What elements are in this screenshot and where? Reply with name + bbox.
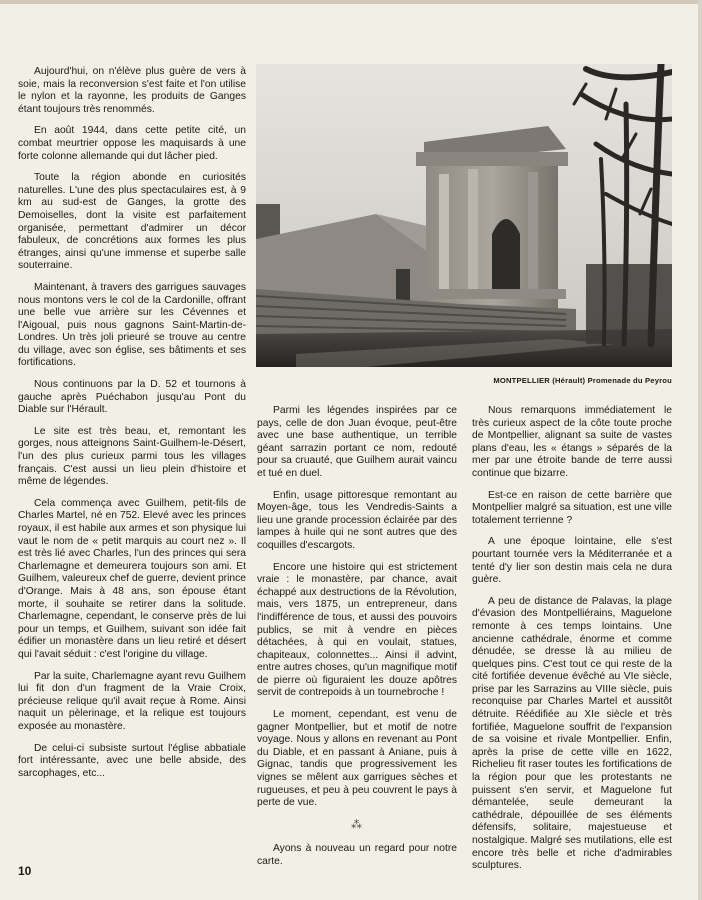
paragraph: Cela commença avec Guilhem, petit-fils de Charles Martel, né en 752. Elevé avec les princes royaux, il est habile aux armes et son physique lui vaut le nom de « petit marquis au court nez ». Il est très lié avec Charles, l'un des princes qui sera Charlemagne et demeurera toujours son ami. Et Guilhem, valeureux chef de guerre, devient prince d'Orange. Mais à 48 ans, son épouse étant morte, il souhaite se retirer dans la solitude. Charlemagne, cependant, le conserve près de lui pour un temps, et Guilhem, suivant son idée fait édifier un monastère dans un lieu retiré et désert qui l'avait séduit : c'est l'origine du village. <box>18 497 246 660</box>
photo-caption: MONTPELLIER (Hérault) Promenade du Peyrou <box>493 376 672 385</box>
text-column-middle <box>257 405 457 878</box>
page-edge-right <box>698 0 702 900</box>
text-column-left <box>18 66 246 789</box>
monument-photo-drawing <box>256 64 672 367</box>
monument-photo <box>256 64 672 367</box>
page-edge-top <box>0 0 702 4</box>
paragraph: Nous continuons par la D. 52 et tournons à gauche après Puéchabon jusqu'au Pont du Diable sur l'Hérault. <box>18 379 246 416</box>
paragraph: Nous remarquons immédiatement le très curieux aspect de la côte toute proche de Montpellier, alignant sa suite de vastes plans d'eau, les « étangs » séparés de la mer par une étroite bande de terre aussi continue que bizarre. <box>472 405 672 479</box>
paragraph: Toute la région abonde en curiosités naturelles. L'une des plus spectaculaires est, à 9 km au sud-est de Ganges, la grotte des Demoiselles, dont la visite est parfaitement organisée, permettant d'admirer un décor fabuleux, de concrétions aux formes les plus étranges, ainsi qu'une immense et superbe salle souterraine. <box>18 172 246 272</box>
paragraph: De celui-ci subsiste surtout l'église abbatiale fort intéressante, avec une belle abside, des sarcophages, etc... <box>18 742 246 779</box>
paragraph: A une époque lointaine, elle s'est pourtant tournée vers la Méditerranée et a tenté d'y lier son destin mais cela ne dura guère. <box>472 536 672 586</box>
paragraph: Est-ce en raison de cette barrière que Montpellier malgré sa situation, est une ville totalement terrienne ? <box>472 489 672 526</box>
paragraph: En août 1944, dans cette petite cité, un combat meurtrier oppose les maquisards à une forte colonne allemande qui dut lâcher pied. <box>18 125 246 162</box>
page-number: 10 <box>18 864 32 878</box>
section-separator: ⁂ <box>351 818 363 831</box>
paragraph: Encore une histoire qui est strictement vraie : le monastère, par chance, avait échappé aux destructions de la Révolution, mais, vers 1875, un entrepreneur, dans l'indifférence de tous, et aussi des pouvoirs publics, se mit à vendre en pièces détachées, à qui en voulait, statues, chapiteaux, colonnettes... Ainsi il advint, entre autres choses, qu'un magnifique motif de pierre où figuraient les douze apôtres servit de contrepoids à un tournebroche ! <box>257 561 457 699</box>
text-column-right <box>472 405 672 882</box>
paragraph: Enfin, usage pittoresque remontant au Moyen-âge, tous les Vendredis-Saints a lieu une grande procession éclairée par des lampes à huile qui ne sont autres que des coquilles d'escargots. <box>257 489 457 551</box>
paragraph: A peu de distance de Palavas, la plage d'évasion des Montpelliérains, Maguelone remonte à ces temps lointains. Une ancienne cathédrale, énorme et comme dénudée, se dresse là au milieu de quelques pins. C'est tout ce qui reste de la cité fortifiée devenue évêché au VIe siècle, prise par les Sarrazins au VIIIe siècle, puis reconquise par Charles Martel et aussitôt détruite. Réédifiée au XIe siècle et très fortifiée, Maguelone souffrit de l'expansion de sa voisine et rivale Montpellier. Enfin, après la prise de cette ville en 1622, Richelieu fit raser toutes les fortifications de la région pour que les protestants ne puissent s'en servir, et Maguelone fut démantelée, seule demeurant la cathédrale, dépouillée de ses éléments défensifs, solitaire, majestueuse et nostalgique. Malgré ses mutilations, elle est encore très belle et riche d'admirables sculptures. <box>472 595 672 872</box>
paragraph: Le site est très beau, et, remontant les gorges, nous atteignons Saint-Guilhem-le-Désert, l'un des plus curieux parmi tous les villages français. C'est aussi un lieu plein d'histoire et même de légendes. <box>18 425 246 488</box>
paragraph: Le moment, cependant, est venu de gagner Montpellier, but et motif de notre voyage. Nous y allons en revenant au Pont du Diable, et en passant à Aniane, puis à Gignac, tandis que progressivement les vignes se mêlent aux garrigues sèches et rugueuses, et peu à peu couvrent le pays à perte de vue. <box>257 709 457 809</box>
paragraph: Par la suite, Charlemagne ayant revu Guilhem lui fit don d'un fragment de la Vraie Croix, précieuse relique qu'il avait reçue à Rome. Ainsi naquit un pèlerinage, et la relique est toujours exposée au monastère. <box>18 670 246 732</box>
paragraph: Maintenant, à travers des garrigues sauvages nous montons vers le col de la Cardonille, offrant une belle vue arrière sur les Cévennes et l'Aigoual, puis nous gagnons Saint-Martin-de-Londres. Un très joli prieuré se trouve au centre du village, avec son église, ses bâtiments et ses fortifications. <box>18 281 246 369</box>
paragraph: Aujourd'hui, on n'élève plus guère de vers à soie, mais la reconversion s'est faite et l'on utilise le nylon et la rayonne, les produits de Ganges étant toujours très renommés. <box>18 66 246 115</box>
paragraph: Parmi les légendes inspirées par ce pays, celle de don Juan évoque, peut-être avec une base authentique, un terrible géant sarrazin portant ce nom, redouté pour sa cruauté, que Guilhem aurait vaincu et tué en duel. <box>257 405 457 479</box>
paragraph: Ayons à nouveau un regard pour notre carte. <box>257 843 457 867</box>
